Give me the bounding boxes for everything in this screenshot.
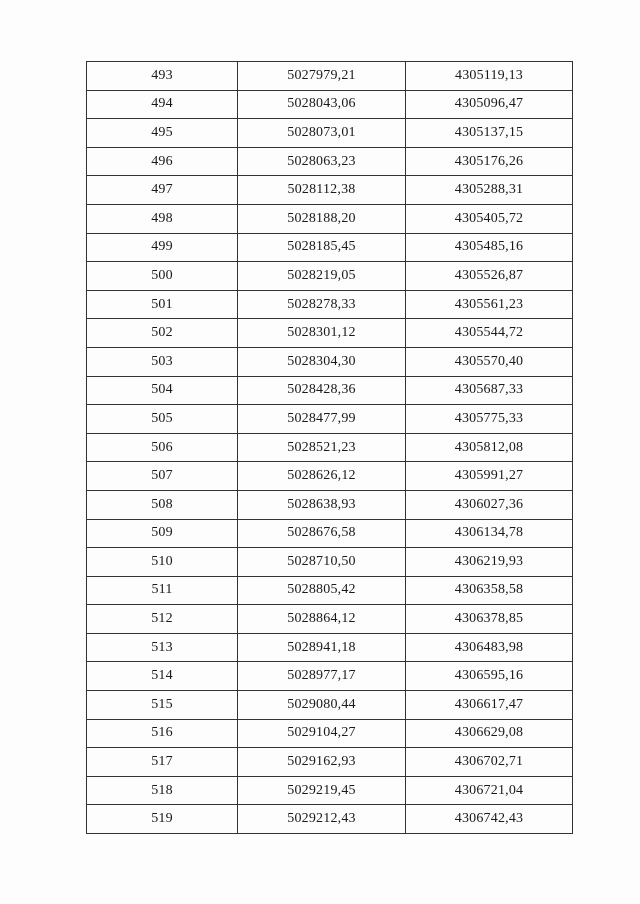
y-coordinate-cell: 4305526,87: [406, 262, 573, 291]
table-row: [87, 62, 573, 91]
x-coordinate-cell: 5029080,44: [238, 691, 406, 720]
y-coordinate-cell: 4305561,23: [406, 290, 573, 319]
point-number-cell: 502: [87, 319, 238, 348]
x-coordinate-cell: 5028638,93: [238, 490, 406, 519]
point-number-cell: 498: [87, 204, 238, 233]
x-coordinate-cell: 5028477,99: [238, 405, 406, 434]
point-number-cell: 518: [87, 776, 238, 805]
y-coordinate-cell: 4305288,31: [406, 176, 573, 205]
point-number-cell: 494: [87, 90, 238, 119]
point-number-cell: 515: [87, 691, 238, 720]
x-coordinate-cell: 5028304,30: [238, 347, 406, 376]
point-number-cell: 504: [87, 376, 238, 405]
x-coordinate-cell: 5028185,45: [238, 233, 406, 262]
x-coordinate-cell: 5027979,21: [238, 62, 406, 91]
x-coordinate-cell: 5028188,20: [238, 204, 406, 233]
coordinates-table: [86, 61, 573, 834]
table-row: [87, 462, 573, 491]
y-coordinate-cell: 4305991,27: [406, 462, 573, 491]
coordinates-table-body: [87, 62, 573, 834]
table-row: [87, 347, 573, 376]
y-coordinate-cell: 4305137,15: [406, 119, 573, 148]
point-number-cell: 501: [87, 290, 238, 319]
table-row: [87, 147, 573, 176]
point-number-cell: 511: [87, 576, 238, 605]
x-coordinate-cell: 5028626,12: [238, 462, 406, 491]
point-number-cell: 517: [87, 748, 238, 777]
y-coordinate-cell: 4305119,13: [406, 62, 573, 91]
point-number-cell: 496: [87, 147, 238, 176]
point-number-cell: 503: [87, 347, 238, 376]
x-coordinate-cell: 5028941,18: [238, 633, 406, 662]
y-coordinate-cell: 4305687,33: [406, 376, 573, 405]
x-coordinate-cell: 5028521,23: [238, 433, 406, 462]
point-number-cell: 493: [87, 62, 238, 91]
table-row: [87, 433, 573, 462]
table-row: [87, 290, 573, 319]
table-row: [87, 319, 573, 348]
table-row: [87, 719, 573, 748]
point-number-cell: 500: [87, 262, 238, 291]
table-row: [87, 519, 573, 548]
y-coordinate-cell: 4306629,08: [406, 719, 573, 748]
y-coordinate-cell: 4306595,16: [406, 662, 573, 691]
y-coordinate-cell: 4305812,08: [406, 433, 573, 462]
table-row: [87, 490, 573, 519]
point-number-cell: 519: [87, 805, 238, 834]
y-coordinate-cell: 4305405,72: [406, 204, 573, 233]
y-coordinate-cell: 4305485,16: [406, 233, 573, 262]
y-coordinate-cell: 4305096,47: [406, 90, 573, 119]
point-number-cell: 516: [87, 719, 238, 748]
y-coordinate-cell: 4306134,78: [406, 519, 573, 548]
point-number-cell: 509: [87, 519, 238, 548]
point-number-cell: 497: [87, 176, 238, 205]
point-number-cell: 514: [87, 662, 238, 691]
table-row: [87, 119, 573, 148]
table-row: [87, 805, 573, 834]
table-row: [87, 576, 573, 605]
table-row: [87, 776, 573, 805]
x-coordinate-cell: 5028063,23: [238, 147, 406, 176]
y-coordinate-cell: 4306742,43: [406, 805, 573, 834]
y-coordinate-cell: 4305176,26: [406, 147, 573, 176]
table-row: [87, 233, 573, 262]
x-coordinate-cell: 5028710,50: [238, 548, 406, 577]
x-coordinate-cell: 5029219,45: [238, 776, 406, 805]
x-coordinate-cell: 5028301,12: [238, 319, 406, 348]
x-coordinate-cell: 5029104,27: [238, 719, 406, 748]
y-coordinate-cell: 4306483,98: [406, 633, 573, 662]
y-coordinate-cell: 4306721,04: [406, 776, 573, 805]
table-row: [87, 548, 573, 577]
table-row: [87, 90, 573, 119]
x-coordinate-cell: 5028676,58: [238, 519, 406, 548]
table-row: [87, 204, 573, 233]
y-coordinate-cell: 4305544,72: [406, 319, 573, 348]
y-coordinate-cell: 4305775,33: [406, 405, 573, 434]
x-coordinate-cell: 5028977,17: [238, 662, 406, 691]
y-coordinate-cell: 4306219,93: [406, 548, 573, 577]
table-row: [87, 376, 573, 405]
y-coordinate-cell: 4306358,58: [406, 576, 573, 605]
point-number-cell: 495: [87, 119, 238, 148]
x-coordinate-cell: 5028073,01: [238, 119, 406, 148]
point-number-cell: 506: [87, 433, 238, 462]
x-coordinate-cell: 5028219,05: [238, 262, 406, 291]
x-coordinate-cell: 5028864,12: [238, 605, 406, 634]
y-coordinate-cell: 4306378,85: [406, 605, 573, 634]
y-coordinate-cell: 4305570,40: [406, 347, 573, 376]
point-number-cell: 510: [87, 548, 238, 577]
point-number-cell: 505: [87, 405, 238, 434]
table-row: [87, 748, 573, 777]
x-coordinate-cell: 5029162,93: [238, 748, 406, 777]
point-number-cell: 499: [87, 233, 238, 262]
table-row: [87, 633, 573, 662]
x-coordinate-cell: 5028112,38: [238, 176, 406, 205]
table-row: [87, 262, 573, 291]
table-row: [87, 605, 573, 634]
table-row: [87, 405, 573, 434]
x-coordinate-cell: 5028805,42: [238, 576, 406, 605]
table-row: [87, 691, 573, 720]
x-coordinate-cell: 5028278,33: [238, 290, 406, 319]
x-coordinate-cell: 5029212,43: [238, 805, 406, 834]
table-row: [87, 176, 573, 205]
y-coordinate-cell: 4306702,71: [406, 748, 573, 777]
point-number-cell: 512: [87, 605, 238, 634]
point-number-cell: 513: [87, 633, 238, 662]
x-coordinate-cell: 5028043,06: [238, 90, 406, 119]
y-coordinate-cell: 4306027,36: [406, 490, 573, 519]
point-number-cell: 507: [87, 462, 238, 491]
y-coordinate-cell: 4306617,47: [406, 691, 573, 720]
table-row: [87, 662, 573, 691]
point-number-cell: 508: [87, 490, 238, 519]
x-coordinate-cell: 5028428,36: [238, 376, 406, 405]
